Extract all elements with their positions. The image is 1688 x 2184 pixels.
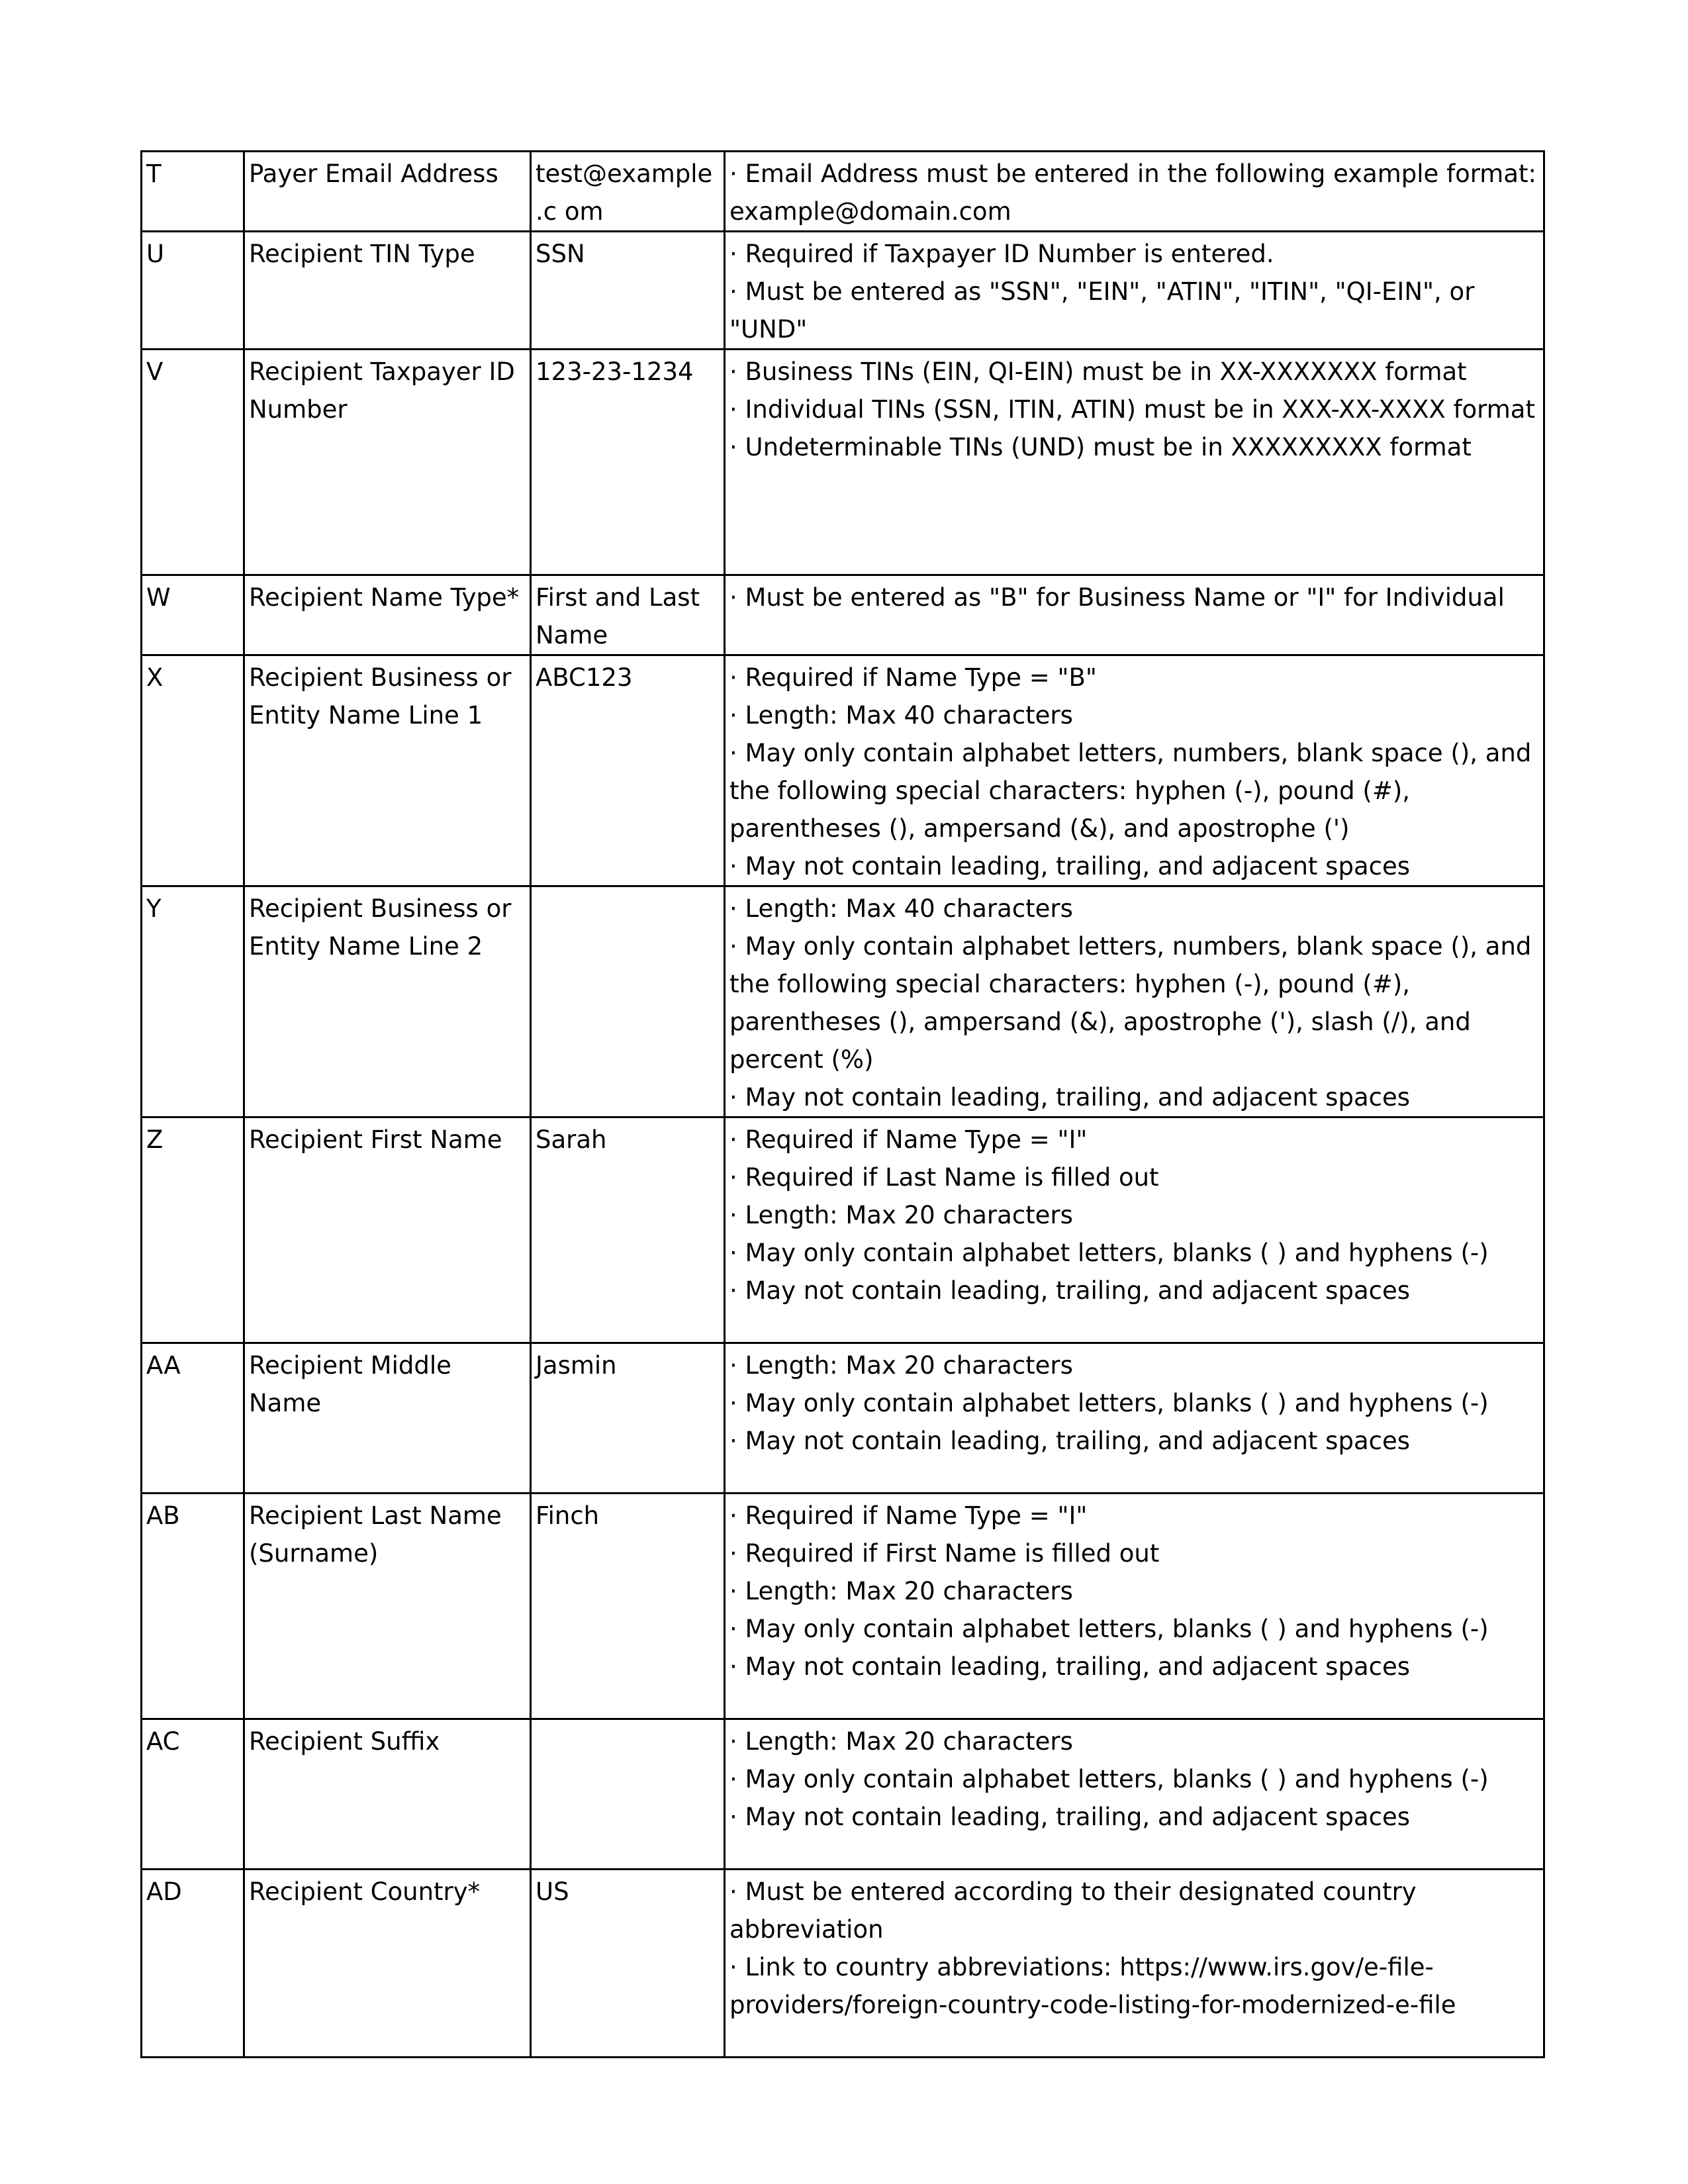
rule-line: · Required if Name Type = "I"	[729, 1501, 1088, 1530]
rule-line: · May not contain leading, trailing, and adjacent spaces	[729, 1427, 1410, 1455]
column-code-cell: AC	[142, 1719, 244, 1870]
rule-line: · Email Address must be entered in the following example format: example@domain.com	[729, 160, 1536, 226]
field-name-cell: Payer Email Address	[244, 152, 531, 232]
rules-cell	[725, 1117, 1544, 1343]
table-row	[142, 575, 1544, 655]
rules-cell	[725, 575, 1544, 655]
example-value-cell: US	[531, 1870, 725, 2058]
column-code-cell: AB	[142, 1494, 244, 1719]
column-code-cell: AA	[142, 1343, 244, 1494]
rule-line: · Length: Max 40 characters	[729, 701, 1073, 730]
table-row	[142, 232, 1544, 350]
table-row	[142, 1117, 1544, 1343]
column-code-cell: Z	[142, 1117, 244, 1343]
field-name-cell: Recipient Business or Entity Name Line 2	[244, 886, 531, 1117]
rules-cell	[725, 1494, 1544, 1719]
rule-line: · May not contain leading, trailing, and adjacent spaces	[729, 1083, 1410, 1112]
rule-line: · May only contain alphabet letters, blanks ( ) and hyphens (-)	[729, 1615, 1489, 1643]
rule-line: · May not contain leading, trailing, and adjacent spaces	[729, 1803, 1410, 1831]
table-row	[142, 350, 1544, 575]
field-name-cell: Recipient Name Type*	[244, 575, 531, 655]
rule-line: · Length: Max 20 characters	[729, 1727, 1073, 1756]
column-code-cell: Y	[142, 886, 244, 1117]
table-row	[142, 1719, 1544, 1870]
column-code-cell: V	[142, 350, 244, 575]
column-code-cell: U	[142, 232, 244, 350]
rule-line: · May not contain leading, trailing, and adjacent spaces	[729, 852, 1410, 880]
rules-cell	[725, 1719, 1544, 1870]
field-spec-table-body	[142, 152, 1544, 2058]
rule-line: · Length: Max 20 characters	[729, 1201, 1073, 1229]
rule-line: · Length: Max 20 characters	[729, 1351, 1073, 1380]
rule-line: · May not contain leading, trailing, and adjacent spaces	[729, 1276, 1410, 1305]
field-name-cell: Recipient Middle Name	[244, 1343, 531, 1494]
field-name-cell: Recipient TIN Type	[244, 232, 531, 350]
example-value-cell: First and Last Name	[531, 575, 725, 655]
example-value-cell: 123-23-1234	[531, 350, 725, 575]
rule-line: · Required if Taxpayer ID Number is entered.	[729, 240, 1274, 268]
rules-cell	[725, 886, 1544, 1117]
rules-cell	[725, 655, 1544, 886]
rule-line: · Length: Max 40 characters	[729, 894, 1073, 923]
example-value-cell	[531, 886, 725, 1117]
rules-cell	[725, 152, 1544, 232]
field-spec-table	[140, 150, 1545, 2058]
table-row	[142, 655, 1544, 886]
column-code-cell: AD	[142, 1870, 244, 2058]
example-value-cell: Sarah	[531, 1117, 725, 1343]
rule-line: · Link to country abbreviations: https://www.irs.gov/e-file-providers/foreign-country-code-listing-for-modernized-e-file	[729, 1953, 1456, 2019]
table-row	[142, 152, 1544, 232]
rule-line: · Must be entered as "SSN", "EIN", "ATIN", "ITIN", "QI-EIN", or "UND"	[729, 277, 1475, 344]
rule-line: · Must be entered as "B" for Business Name or "I" for Individual	[729, 583, 1505, 612]
rule-line: · Required if Last Name is filled out	[729, 1163, 1159, 1192]
example-value-cell: SSN	[531, 232, 725, 350]
field-name-cell: Recipient Suffix	[244, 1719, 531, 1870]
column-code-cell: T	[142, 152, 244, 232]
example-value-cell	[531, 1719, 725, 1870]
rule-line: · Undeterminable TINs (UND) must be in XXXXXXXXX format	[729, 433, 1472, 461]
rule-line: · May only contain alphabet letters, numbers, blank space (), and the following special characters: hyphen (-), pound (#), parentheses (), ampersand (&), and apostrophe (')	[729, 739, 1532, 843]
example-value-cell: test@example.c om	[531, 152, 725, 232]
field-name-cell: Recipient First Name	[244, 1117, 531, 1343]
rule-line: · Length: Max 20 characters	[729, 1577, 1073, 1605]
field-name-cell: Recipient Business or Entity Name Line 1	[244, 655, 531, 886]
rule-line: · May not contain leading, trailing, and adjacent spaces	[729, 1652, 1410, 1681]
field-name-cell: Recipient Taxpayer ID Number	[244, 350, 531, 575]
rule-line: · Required if Name Type = "B"	[729, 663, 1097, 692]
document-page	[140, 150, 1545, 2058]
rules-cell	[725, 350, 1544, 575]
rules-cell	[725, 232, 1544, 350]
table-row	[142, 1343, 1544, 1494]
example-value-cell: ABC123	[531, 655, 725, 886]
example-value-cell: Finch	[531, 1494, 725, 1719]
rule-line: · Required if First Name is filled out	[729, 1539, 1160, 1568]
rule-line: · May only contain alphabet letters, blanks ( ) and hyphens (-)	[729, 1389, 1489, 1417]
table-row	[142, 886, 1544, 1117]
field-name-cell: Recipient Last Name (Surname)	[244, 1494, 531, 1719]
column-code-cell: X	[142, 655, 244, 886]
rule-line: · May only contain alphabet letters, numbers, blank space (), and the following special characters: hyphen (-), pound (#), parentheses (), ampersand (&), apostrophe ('), slash (/), and percent (%)	[729, 932, 1532, 1074]
rule-line: · May only contain alphabet letters, blanks ( ) and hyphens (-)	[729, 1765, 1489, 1793]
column-code-cell: W	[142, 575, 244, 655]
rule-line: · Business TINs (EIN, QI-EIN) must be in XX-XXXXXXX format	[729, 357, 1467, 386]
rule-line: · Must be entered according to their designated country abbreviation	[729, 1877, 1417, 1944]
rules-cell	[725, 1343, 1544, 1494]
rule-line: · Required if Name Type = "I"	[729, 1125, 1088, 1154]
table-row	[142, 1870, 1544, 2058]
rule-line: · May only contain alphabet letters, blanks ( ) and hyphens (-)	[729, 1239, 1489, 1267]
rule-line: · Individual TINs (SSN, ITIN, ATIN) must be in XXX-XX-XXXX format	[729, 395, 1535, 424]
example-value-cell: Jasmin	[531, 1343, 725, 1494]
field-name-cell: Recipient Country*	[244, 1870, 531, 2058]
rules-cell	[725, 1870, 1544, 2058]
table-row	[142, 1494, 1544, 1719]
